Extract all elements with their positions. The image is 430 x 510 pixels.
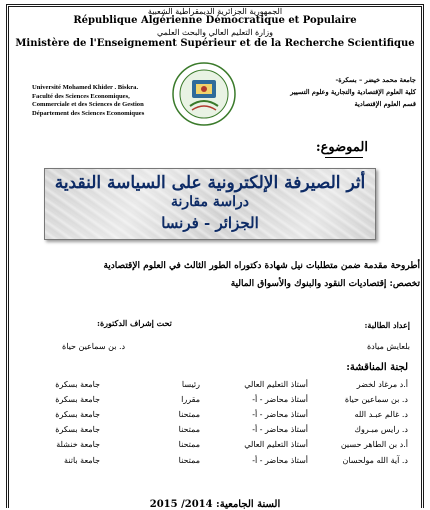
member-name: د. آية الله مولحسان <box>342 456 408 465</box>
member-university: جامعة بسكرة <box>55 380 100 389</box>
member-university: جامعة بسكرة <box>55 410 100 419</box>
thesis-subtitle: دراسة مقارنة <box>170 194 249 210</box>
member-role: ممتحنا <box>178 410 200 419</box>
committee-row <box>0 425 430 439</box>
supervisor-label: تحت إشراف الدكتورة: <box>97 318 172 328</box>
member-university: جامعة بسكرة <box>55 395 100 404</box>
faculty-name-fr-cont: Commerciale et des Sciences de Gestion <box>32 101 144 109</box>
academic-year: السنة الجامعية: 2014/ 2015 <box>149 499 281 510</box>
university-block-french <box>32 84 182 118</box>
member-role: ممتحنا <box>178 425 200 434</box>
member-name: أ.د مرغاد لخضر <box>356 380 408 389</box>
republic-arabic: الجمهورية الجزائرية الديمقراطية الشعبية <box>147 7 283 16</box>
member-role: ممتحنا <box>178 456 200 465</box>
university-block-arabic <box>266 74 416 110</box>
specialization: تخصص: إقتصاديات النقود والبنوك والأسواق المالية <box>230 279 420 289</box>
supervisor-name: د. بن سماعين حياة <box>62 342 126 351</box>
member-role: رئيسا <box>181 380 200 389</box>
member-rank: أستاذ محاضر - أ- <box>252 410 308 419</box>
university-name-fr: Université Mohamed Khider . Biskra. <box>32 84 139 91</box>
subject-label: الموضوع: <box>315 140 368 155</box>
member-rank: أستاذ محاضر - أ- <box>252 395 308 404</box>
member-name: د. غالم عبـد الله <box>354 410 408 419</box>
university-logo <box>172 62 236 126</box>
member-rank: أستاذ محاضر - أ- <box>252 425 308 434</box>
faculty-name-ar: كلية العلوم الإقتصادية والتجارية وعلوم التسيير <box>290 88 416 96</box>
committee-label: لجنة المناقشة: <box>346 362 408 373</box>
member-university: جامعة باتنة <box>64 456 100 465</box>
department-name-fr: Département des Sciences Economiques <box>32 109 145 117</box>
member-name: أ.د بن الطاهر حسين <box>340 440 408 449</box>
member-role: مقررا <box>181 395 200 404</box>
university-name-ar: جامعة محمد خيضر – بسكرة- <box>335 76 416 84</box>
committee-row <box>0 440 430 454</box>
thesis-statement: أطروحة مقدمة ضمن متطلبات نيل شهادة دكتوراه الطور الثالث في العلوم الإقتصادية <box>103 261 420 271</box>
member-rank: أستاذ محاضر - أ- <box>252 456 308 465</box>
title-box <box>44 168 376 240</box>
student-name: بلعايش ميادة <box>366 342 410 351</box>
republic-french: République Algérienne Démocratique et Populaire <box>73 15 357 26</box>
committee-row <box>0 380 430 394</box>
committee-row <box>0 456 430 470</box>
member-rank: أستاذ التعليم العالي <box>244 380 308 389</box>
department-name-ar: قسم العلوم الإقتصادية <box>354 100 416 108</box>
member-name: د. بن سماعين حياة <box>344 395 408 404</box>
faculty-name-fr: Faculté des Sciences Economiques, <box>32 92 130 100</box>
committee-row <box>0 410 430 424</box>
committee-row <box>0 395 430 409</box>
ministry-french: Ministère de l'Enseignement Supérieur et de la Recherche Scientifique <box>15 38 415 49</box>
member-role: ممتحنا <box>178 440 200 449</box>
student-label: إعداد الطالبة: <box>364 320 410 330</box>
member-name: د. رايس مبـروك <box>354 425 408 434</box>
ministry-arabic: وزارة التعليم العالي والبحث العلمي <box>157 28 273 37</box>
member-university: جامعة بسكرة <box>55 425 100 434</box>
member-university: جامعة خنشلة <box>56 440 100 449</box>
thesis-title: أثر الصيرفة الإلكترونية على السياسة النقدية <box>54 173 366 193</box>
subject-underline <box>325 157 363 158</box>
member-rank: أستاذ التعليم العالي <box>244 440 308 449</box>
thesis-countries: الجزائر - فرنسا <box>161 214 259 232</box>
